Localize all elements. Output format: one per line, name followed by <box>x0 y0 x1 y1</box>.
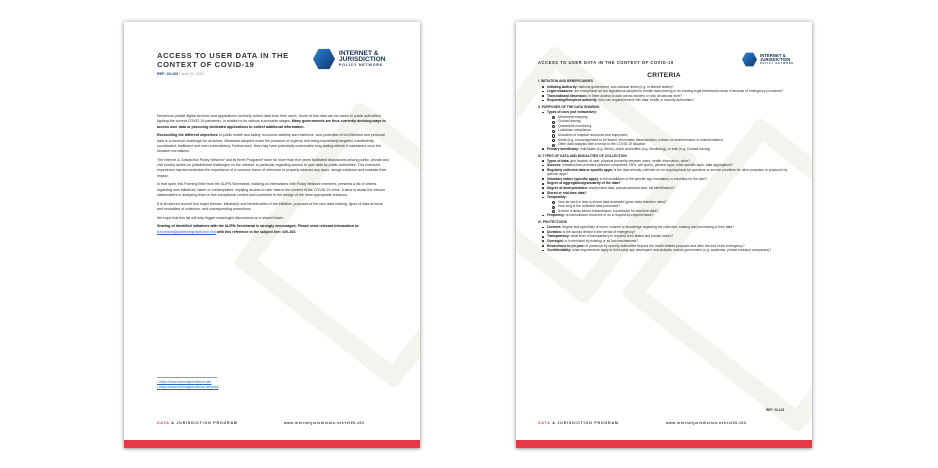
email-link[interactable]: [secretariat[at]internetjurisdiction.net] <box>157 229 216 234</box>
list-item: Frequency: is transmission recurrent or on a request-by-request basis? <box>538 213 794 218</box>
ref-label: REF: 20-103 <box>766 408 785 412</box>
criteria-list <box>538 77 794 253</box>
sub-list-item: Other data analysis with a nexus to the COVID-19 situation <box>538 142 794 147</box>
footer-accent-bar <box>516 440 812 448</box>
criteria-title: CRITERIA <box>647 72 681 79</box>
logo-line-3: POLICY NETWORK <box>760 61 795 65</box>
list-item: Duration: is the access limited to the period of emergency? <box>538 230 794 235</box>
logo-line-3: POLICY NETWORK <box>339 62 384 67</box>
footer-url[interactable]: www.internetjurisdiction.net/ref20-103 <box>284 421 365 425</box>
paragraph: It is structured around four major themes: initiator(s) and beneficiaries of the initiative, purposes of the new data sharing, types of data at issue and modalities of collection, and corresponding protections. <box>157 201 383 212</box>
list-item: Restrictions to (re-)use: in particular by security authorities beyond the health-related purposes and after the end of the emergency? <box>538 244 794 249</box>
list-item: Types of uses (not exhaustive): <box>538 110 794 115</box>
paragraph: The Internet & Jurisdiction Policy Network¹ and its three Programs² have for more than five years facilitated discussions among public, private and civil society actors on jurisdictional challenges on the internet, in particular regarding access to user data by public authorities. This extensive experience has demonstrated the importance of a common frame of reference to properly address any issue, design solutions and evaluate their impact. <box>157 157 389 178</box>
criteria-items <box>538 110 794 151</box>
title-line-2: CONTEXT OF COVID-19 <box>157 59 255 69</box>
sub-list-item: Allocation of hospital resources and equipment, <box>538 133 794 138</box>
hexagon-logo-icon <box>742 52 757 67</box>
list-item: Transparency: what level of transparency is required from states and private actors? <box>538 234 794 239</box>
logo-line-2: JURISDICTION <box>339 56 386 64</box>
ref-line: REF: 20-103 | April 15, 2020 <box>157 72 204 76</box>
ijpn-logo <box>313 48 386 70</box>
footer-url[interactable]: www.internetjurisdiction.net/ref20-103 <box>666 421 747 425</box>
sub-list-item: Contact tracing, <box>538 119 794 124</box>
ref-date: April 15, 2020 <box>180 72 204 76</box>
list-item: Transnational dimension: is there access to data across borders or only at national level? <box>538 94 794 99</box>
footnote-link[interactable]: ¹ https://www.internetjurisdiction.net/ <box>157 380 212 384</box>
footnotes <box>157 380 377 390</box>
footer-accent-bar <box>124 440 420 448</box>
criteria-items <box>538 85 794 103</box>
footnote-link[interactable]: ² https://www.internetjurisdiction.net/work <box>157 385 219 389</box>
sub-list-item: Is there a delay before transmission, in particular for real-time data? <box>538 209 794 214</box>
section-heading: IV. PROTECTIONS <box>538 220 567 225</box>
list-item: Confidentiality: what requirements apply to third-party app developers and analysts outside government (e.g. academia, private research companies)? <box>538 248 794 253</box>
list-item: Stored or real-time data? <box>538 191 794 196</box>
logo-line-1: INTERNET & <box>760 52 786 58</box>
list-item: Temporality: <box>538 195 794 200</box>
footer-program: DATA & JURISDICTION PROGRAM <box>157 421 238 425</box>
paragraph: Numerous private digital services and applications routinely collect data from their users. Some of this data can be useful to public authorities fighting the current COVID-19 pandemic, in relation to its various successive stages. Many governments are thus currently devising ways to access user data or procuring dedicated applications to collect additional information. <box>157 114 386 129</box>
criteria-items <box>538 159 794 218</box>
list-item: Voluntary nature (specific apps): is the installation of the specific app mandatory or voluntary for the user? <box>538 177 794 182</box>
page-header-title: ACCESS TO USER DATA IN THE CONTEXT OF COVID-19 <box>538 60 674 65</box>
criteria-items <box>538 225 794 252</box>
document-page-1 <box>124 22 420 448</box>
list-item: Sources: infrastructure providers (telecom companies, ISPs, wifi spots), general apps, crisis specific apps, data aggregators? <box>538 163 794 168</box>
hexagon-logo-icon <box>313 48 335 70</box>
logo-line-2: JURISDICTION <box>760 57 791 63</box>
title-line-1: ACCESS TO USER DATA IN THE <box>157 51 289 60</box>
paragraph: In that spirit, this Framing Brief from the I&JPN Secretariat, building on interactions with Policy Network members, presents a list of criteria regarding new initiatives, taken or contemplated, implying access to user data in the context of the COVID-19 crisis. It aims to assist the various stakeholders in analyzing them in this exceptional context and contribute to the design of the most appropriate solutions. <box>157 182 385 198</box>
list-item: Degree of anonymization: anonymized data, pseudonymized data, full identification? <box>538 186 794 191</box>
section-heading: II. PURPOSES OF THE DATA SHARING <box>538 105 600 110</box>
sub-list-item: Quarantine monitoring, <box>538 124 794 129</box>
list-item: Requesting/Recipient authority: who can request/receive this data: health or security authorities? <box>538 98 794 103</box>
list-item: Regularly collected data or specific apps: is the data already collected on an ongoing basis by operators or service providers for other purposes or produced by specific apps? <box>538 168 794 177</box>
paragraph: Reconciling the different objectives of public health and safety, economic stability and resilience, and protection of civil liberties and personal data is a common challenge for all actors. Measures adopted under the pressure of urgency risk being imprecisely targeted, insufficiently coordinated, inefficient and even contradictory. Furthermore, they may have potentially undesirable long-lasting effects if maintained once the situation normalizes. <box>157 133 385 154</box>
document-page-2 <box>516 22 812 448</box>
ijpn-logo <box>742 52 794 67</box>
footnote-divider <box>157 377 217 378</box>
list-item: Degree of aggregation/granularity of the data? <box>538 181 794 186</box>
section-heading: III. TYPES OF DATA AND MODALITIES OF COLLECTION <box>538 153 627 158</box>
list-item: Consent: degree and specificity of users' consent or knowledge regarding the collection, sharing and processing of their data? <box>538 225 794 230</box>
paragraph: Sharing of identified initiatives with the I&JPN Secretariat is strongly encouraged. Please send relevant information to: [secretariat[at]internetjurisdiction.net] with this reference in the subject line: #20-103. <box>157 224 360 234</box>
sub-list-item: Lockdown compliance, <box>538 128 794 133</box>
sub-list-item: How far back in time is stored data accessed (given data retention rules)? <box>538 200 794 205</box>
list-item: Oversight: is it exercised by existing or ad hoc mechanisms? <box>538 239 794 244</box>
ref-label: REF: 20-103 <box>157 72 179 76</box>
page-title <box>157 52 289 69</box>
list-item: Types of data: geo location of user, physical proximity between users, health information, other? <box>538 159 794 164</box>
section-heading: I. INITIATION AND BENEFICIARIES <box>538 79 593 84</box>
intro-body <box>157 114 389 238</box>
sub-list-item: Alerts (e.g. encouragement to be tested, information dissemination, notices on disinformation or misinformation) <box>538 138 794 143</box>
sub-list-item: How long is the collected data preserved? <box>538 204 794 209</box>
logo-line-1: INTERNET & <box>339 49 379 57</box>
list-item: Initiating Authority: national government, sub-national levels (e.g. in federal states)? <box>538 85 794 90</box>
sub-list-item: Movement mapping, <box>538 115 794 120</box>
list-item: Primary beneficiary: individuals (e.g. Alerts), public authorities (e.g. Monitoring), or both (e.g. Contact tracing) <box>538 147 794 152</box>
list-item: Legal measures: are exceptional ad hoc legislations adopted to enable data sharing or do existing legal frameworks allow it because of emergency provisions? <box>538 89 794 94</box>
paragraph: We hope that this list will help trigger meaningful discussions on a shared basis. <box>157 215 284 220</box>
footer-program: DATA & JURISDICTION PROGRAM <box>538 421 619 425</box>
